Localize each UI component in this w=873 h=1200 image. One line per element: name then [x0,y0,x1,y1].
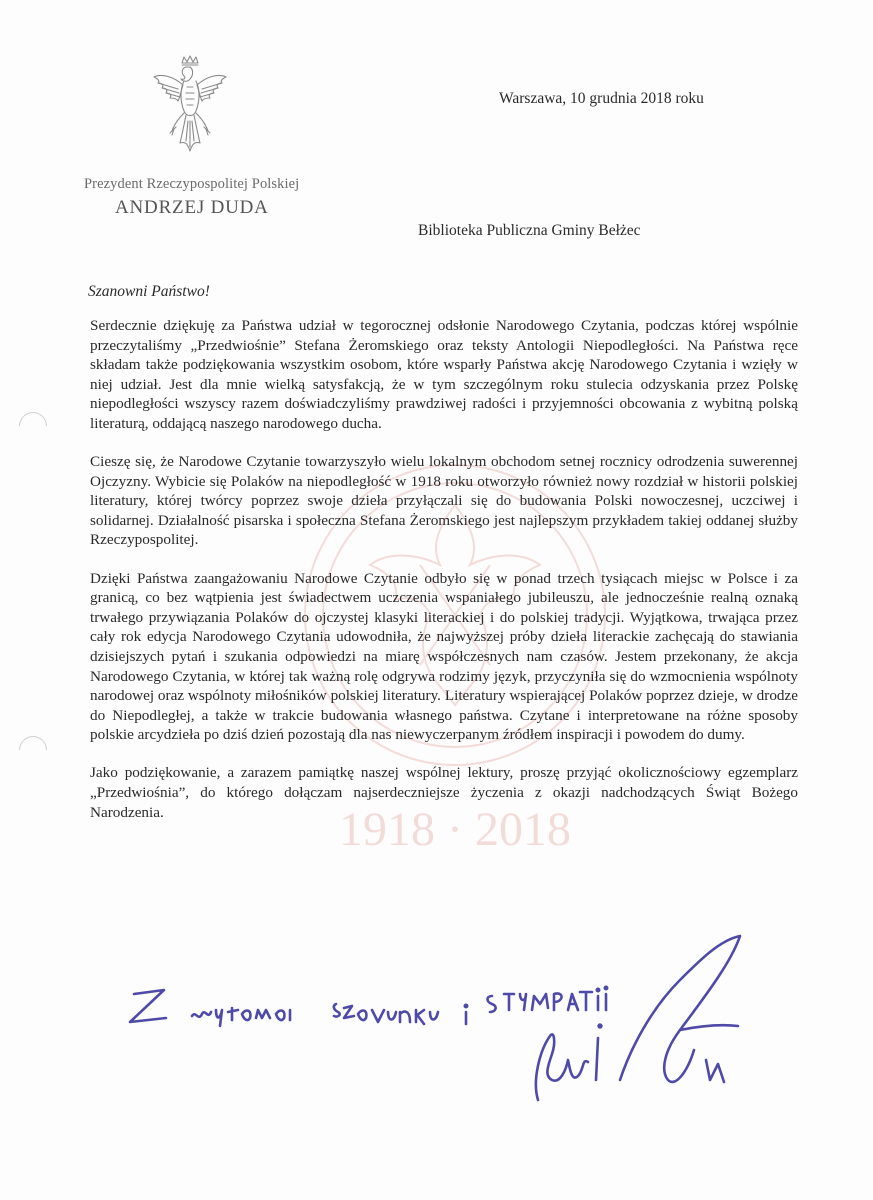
date-line: Warszawa, 10 grudnia 2018 roku [499,90,704,107]
white-eagle-emblem-icon [148,55,232,167]
letter-body [90,316,798,841]
paragraph-2: Cieszę się, że Narodowe Czytanie towarzyszyło wielu lokalnym obchodom setnej rocznicy odrodzenia suwerennej Ojczyzny. Wybicie się Polaków na niepodległość w 1918 roku otworzyło również nowy rozdział w historii polskiej literatury, której twórcy poprzez swoje dzieła przyłączali się do budowania Polski nowoczesnej, uczciwej i solidarnej. Działalność pisarska i społeczna Stefana Żeromskiego jest najlepszym przykładem takiej oddanej służby Rzeczypospolitej. [90,453,798,549]
recipient: Biblioteka Publiczna Gminy Bełżec [418,222,641,239]
handwritten-signature [120,930,760,1110]
watermark-years: 1918 · 2018 [339,803,571,856]
punch-hole-top [13,406,53,446]
paragraph-3: Dzięki Państwa zaangażowaniu Narodowe Czytanie odbyło się w ponad trzech tysiącach miejsc w Polsce i za granicą, co bez wątpienia jest świadectwem uczczenia wspaniałego jubileuszu, ale jednocześnie realną oznaką trwałego przywiązania Polaków do ojczystej klasyki literackiej i do polskiej tradycji. Wyjątkowa, trwająca przez cały rok edycja Narodowego Czytania udowodniła, że najwyższej próby dzieła literackie zachęcają do stawiania dzisiejszych pytań i szukania odpowiedzi na miarę współczesnych nam czasów. Jestem przekonany, że akcja Narodowego Czytania, w której tak ważną rolę odgrywa rodzimy język, przyczyniła się do wzmocnienia wspólnoty narodowej oraz wspólnoty miłośników polskiej literatury. Literatury wspierającej Polaków poprzez dzieje, w drodze do Niepodległej, a także w trakcie budowania własnego państwa. Czytane i interpretowane na różne sposoby polskie arcydzieła po dziś dzień pozostają dla nas niewyczerpanym źródłem inspiracji i powodem do dumy. [90,569,798,744]
salutation: Szanowni Państwo! [88,283,210,300]
sender-title: Prezydent Rzeczypospolitej Polskiej [84,176,300,192]
punch-hole-bottom [13,730,53,770]
paragraph-1: Serdecznie dziękuję za Państwa udział w tegorocznej odsłonie Narodowego Czytania, podczas której wspólnie przeczytaliśmy „Przedwiośnie” Stefana Żeromskiego oraz teksty Antologii Niepodległości. Na Państwa ręce składam także podziękowania wszystkim osobom, które wsparły Państwa akcję Narodowego Czytania i wzięły w niej udział. Jest dla mnie wielką satysfakcją, że w tym szczególnym roku stulecia odzyskania przez Polskę niepodległości wszyscy razem doświadczyliśmy prawdziwej radości i przyjemności obcowania z wybitną polską literaturą, oddającą naszego narodowego ducha. [90,317,798,432]
sender-name: ANDRZEJ DUDA [115,197,269,218]
paragraph-4: Jako podziękowanie, a zarazem pamiątkę naszej wspólnej lektury, proszę przyjąć okolicznościowy egzemplarz „Przedwiośnia”, do którego dołączam najserdeczniejsze życzenia z okazji nadchodzących Świąt Bożego Narodzenia. [90,764,798,821]
